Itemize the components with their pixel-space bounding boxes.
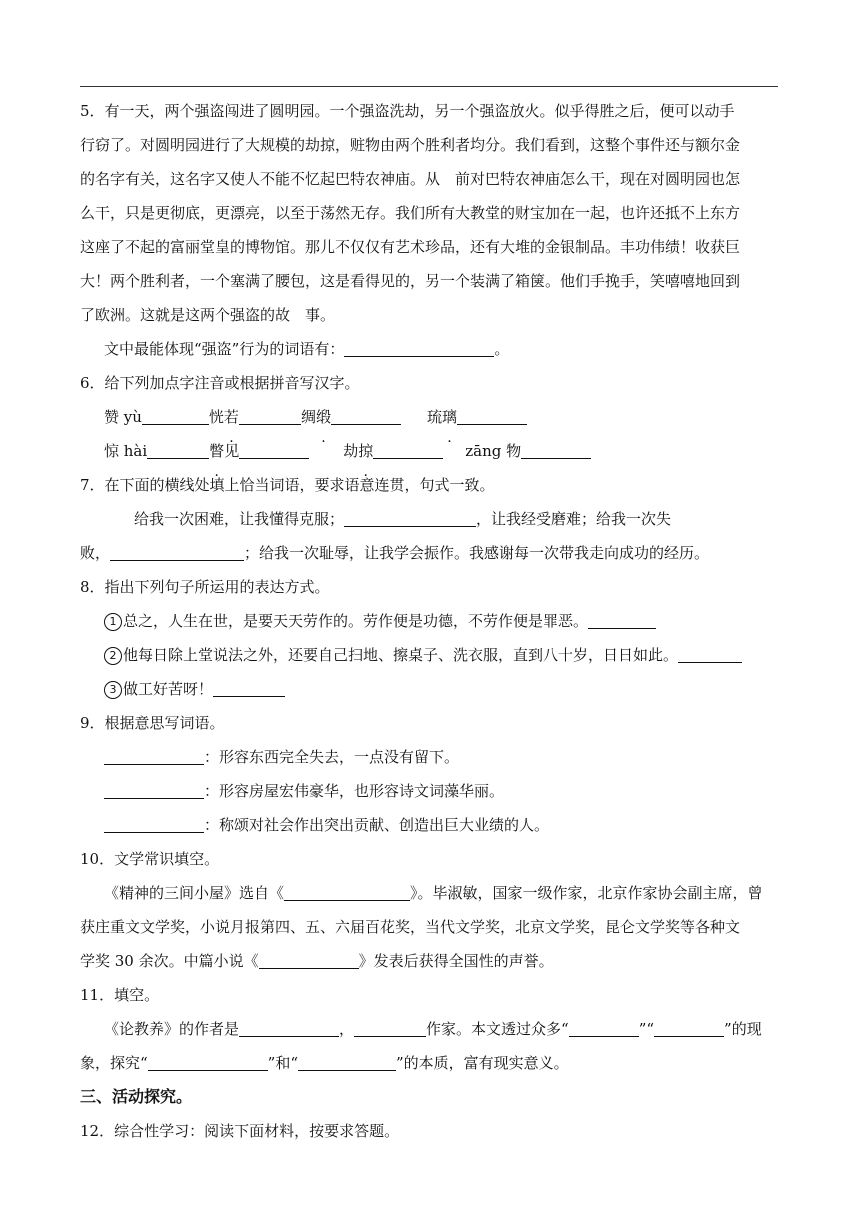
q11-text-1e: ”的现 xyxy=(724,1020,762,1038)
q6-blank-7[interactable] xyxy=(373,440,443,459)
q6-blank-8[interactable] xyxy=(521,440,591,459)
q6-blank-6[interactable] xyxy=(239,440,309,459)
q10-title: 10．文学常识填空。 xyxy=(80,850,220,868)
q7-text-2a: 败， xyxy=(80,544,111,562)
q9-item-1 xyxy=(80,740,780,774)
q5-prompt xyxy=(80,332,780,366)
q6-item-zanyu: 赞 yù xyxy=(104,408,142,426)
q6-item-chouduan-1: 绸 xyxy=(300,408,316,426)
q9-item-3 xyxy=(80,808,780,842)
q6-item-zangwu: zāng 物 xyxy=(465,442,522,460)
q7-blank-2[interactable] xyxy=(110,542,244,561)
q8-item-3 xyxy=(80,672,780,706)
q11-text-1d: ”“ xyxy=(638,1020,655,1038)
q6-item-liuli-1: 琉 xyxy=(426,408,442,426)
q11-text-1a: 《论教养》的作者是 xyxy=(104,1020,240,1038)
q10-text-1a: 《精神的三间小屋》选自《 xyxy=(104,884,285,902)
q8-blank-2[interactable] xyxy=(678,644,742,663)
q9-title: 9．根据意思写词语。 xyxy=(80,714,225,732)
q7-line-2 xyxy=(80,536,780,570)
q8-item-2 xyxy=(80,638,780,672)
q11-blank-4[interactable] xyxy=(654,1018,724,1037)
circled-number-1: 1 xyxy=(104,613,122,631)
worksheet xyxy=(80,94,780,1148)
q8-item-1 xyxy=(80,604,780,638)
q7-title: 7．在下面的横线处填上恰当词语，要求语意连贯，句式一致。 xyxy=(80,476,495,494)
q5-prompt-end: 。 xyxy=(494,340,510,358)
q11-text-2a: 象，探究“ xyxy=(80,1054,148,1072)
q9-def-1: ：形容东西完全失去，一点没有留下。 xyxy=(204,748,460,766)
section-3-heading: 三、活动探究。 xyxy=(80,1087,193,1106)
q6-item-jielue-2: 掠 xyxy=(358,442,374,460)
q5-prompt-text: 文中最能体现“强盗”行为的词语有： xyxy=(104,340,345,358)
q7-text-2b: ；给我一次耻辱，让我学会振作。我感谢每一次带我走向成功的经历。 xyxy=(244,544,710,562)
q6-item-huangruo-1: 恍 xyxy=(208,408,224,426)
q5-line-1: 5．有一天，两个强盗闯进了圆明园。一个强盗洗劫，另一个强盗放火。似乎得胜之后，便可以动手 xyxy=(80,102,735,120)
q11-line-2 xyxy=(80,1046,780,1080)
q11-text-2b: ”和“ xyxy=(267,1054,299,1072)
q6-blank-4[interactable] xyxy=(457,406,527,425)
q8-blank-1[interactable] xyxy=(588,610,656,629)
circled-number-2: 2 xyxy=(104,647,122,665)
q12-title: 12．综合性学习：阅读下面材料，按要求答题。 xyxy=(80,1122,400,1140)
q6-item-jielue-1: 劫 xyxy=(343,442,359,460)
q5-line-4: 么干，只是更彻底，更漂亮，以至于荡然无存。我们所有大教堂的财宝加在一起，也许还抵不上东方 xyxy=(80,204,741,222)
q9-blank-2[interactable] xyxy=(104,780,204,799)
q10-line-2: 获庄重文文学奖，小说月报第四、五、六届百花奖，当代文学奖，北京文学奖，昆仑文学奖等各种文 xyxy=(80,918,741,936)
q6-item-huangruo-2: 若 xyxy=(223,408,239,426)
q11-blank-6[interactable] xyxy=(298,1052,396,1071)
q5-line-5: 这座了不起的富丽堂皇的博物馆。那儿不仅仅有艺术珍品，还有大堆的金银制品。丰功伟绩！收获巨 xyxy=(80,238,741,256)
header-rule xyxy=(80,86,778,87)
q5-line-3: 的名字有关，这名字又使人不能不忆起巴特农神庙。从 前对巴特农神庙怎么干，现在对圆明园也怎 xyxy=(80,170,741,188)
q11-text-1b: ， xyxy=(339,1020,355,1038)
q9-def-2: ：形容房屋宏伟豪华，也形容诗文词藻华丽。 xyxy=(204,782,505,800)
q10-blank-2[interactable] xyxy=(259,950,359,969)
q11-blank-3[interactable] xyxy=(569,1018,639,1037)
q6-title: 6．给下列加点字注音或根据拼音写汉字。 xyxy=(80,374,360,392)
q10-blank-1[interactable] xyxy=(284,882,410,901)
q8-blank-3[interactable] xyxy=(213,678,285,697)
q6-item-piejian-1: 瞥 xyxy=(209,442,225,460)
q10-text-3a: 学奖 30 余次。中篇小说《 xyxy=(80,952,259,970)
q9-blank-3[interactable] xyxy=(104,814,204,833)
q8-sentence-2: 他每日除上堂说法之外，还要自己扫地、擦桌子、洗衣服，直到八十岁，日日如此。 xyxy=(123,646,679,664)
circled-number-3: 3 xyxy=(104,681,122,699)
q11-blank-1[interactable] xyxy=(239,1018,339,1037)
q5-line-2: 行窃了。对圆明园进行了大规模的劫掠，赃物由两个胜利者均分。我们看到，这整个事件还与额尔金 xyxy=(80,136,741,154)
q10-text-3b: 》发表后获得全国性的声誉。 xyxy=(358,952,554,970)
q6-blank-3[interactable] xyxy=(331,406,401,425)
q11-text-2c: ”的本质，富有现实意义。 xyxy=(396,1054,569,1072)
q11-line-1 xyxy=(80,1012,780,1046)
q11-blank-5[interactable] xyxy=(148,1052,268,1071)
q10-text-1b: 》。毕淑敏，国家一级作家，北京作家协会副主席，曾 xyxy=(410,884,763,902)
q6-row-1 xyxy=(80,400,780,434)
q5-line-6: 大！两个胜利者，一个塞满了腰包，这是看得见的，另一个装满了箱箧。他们手挽手，笑嘻嘻地回到 xyxy=(80,272,741,290)
q10-line-1 xyxy=(80,876,780,910)
q6-item-jinghai: 惊 hài xyxy=(104,442,148,460)
q8-sentence-1: 总之，人生在世，是要天天劳作的。劳作便是功德，不劳作便是罪恶。 xyxy=(123,612,589,630)
q7-text-1a: 给我一次困难，让我懂得克服； xyxy=(134,510,345,528)
q9-blank-1[interactable] xyxy=(104,746,204,765)
q6-blank-1[interactable] xyxy=(142,406,209,425)
q7-text-1b: ，让我经受磨难；给我一次失 xyxy=(476,510,672,528)
q9-item-2 xyxy=(80,774,780,808)
q11-blank-2[interactable] xyxy=(354,1018,426,1037)
q8-sentence-3: 做工好苦呀！ xyxy=(123,680,214,698)
q6-item-liuli-2: 璃 xyxy=(441,408,457,426)
q7-blank-1[interactable] xyxy=(344,508,476,527)
q7-line-1 xyxy=(80,502,780,536)
q11-text-1c: 作家。本文透过众多“ xyxy=(426,1020,569,1038)
q6-row-2 xyxy=(80,434,780,468)
q5-answer-blank[interactable] xyxy=(344,338,494,357)
q9-def-3: ：称颂对社会作出突出贡献、创造出巨大业绩的人。 xyxy=(204,816,550,834)
q5-line-7: 了欧洲。这就是这两个强盗的故 事。 xyxy=(80,306,336,324)
q6-item-piejian-2: 见 xyxy=(224,442,240,460)
q10-line-3 xyxy=(80,944,780,978)
q8-title: 8．指出下列句子所运用的表达方式。 xyxy=(80,578,330,596)
q6-blank-5[interactable] xyxy=(147,440,209,459)
q11-title: 11．填空。 xyxy=(80,986,160,1004)
q6-blank-2[interactable] xyxy=(239,406,301,425)
q6-item-chouduan-2: 缎 xyxy=(315,408,331,426)
